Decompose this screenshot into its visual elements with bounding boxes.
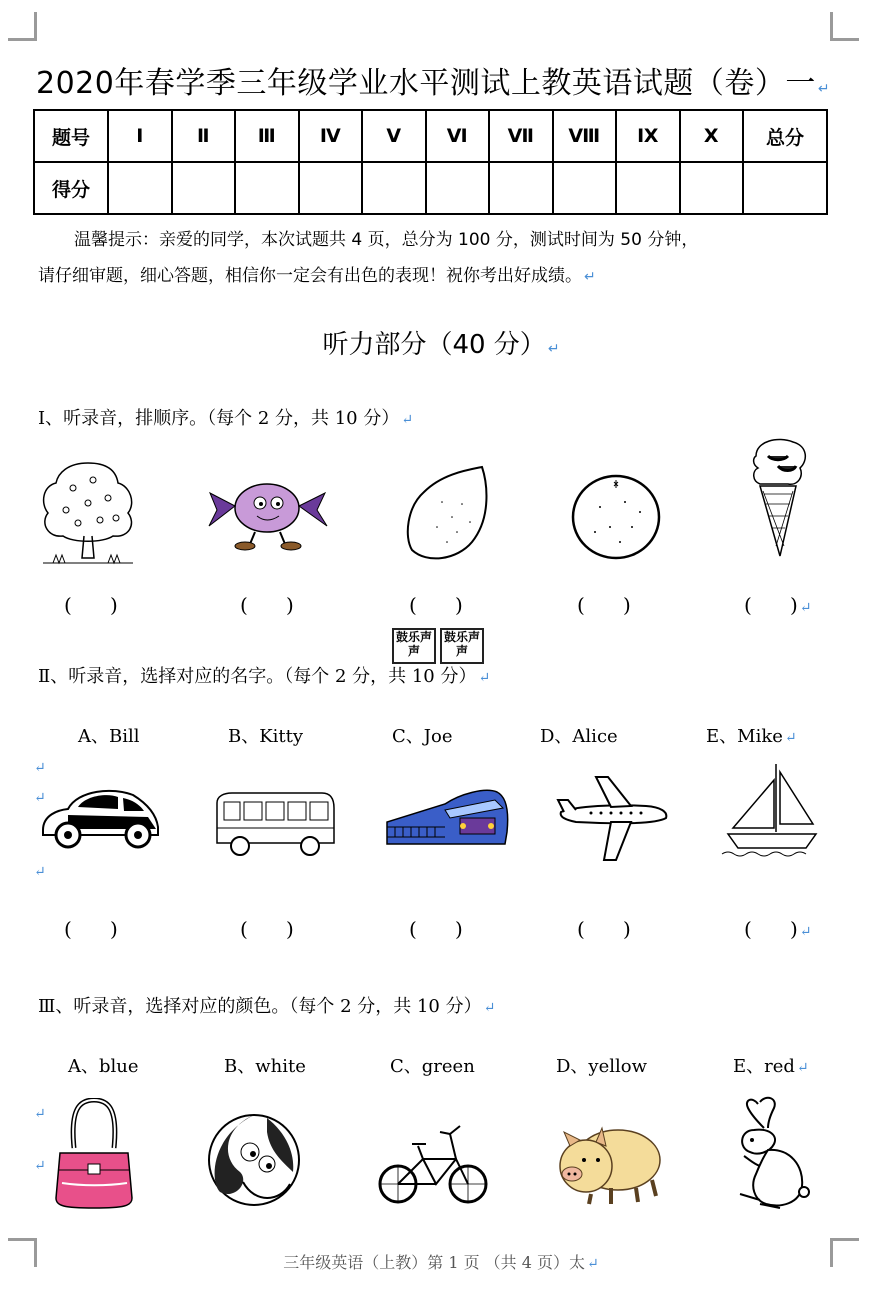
exam-title: 2020年春学季三年级学业水平测试上教英语试题（卷）一 ↵ bbox=[36, 66, 831, 101]
score-input-cell[interactable] bbox=[616, 162, 680, 214]
cell-q5: Ⅴ bbox=[362, 110, 426, 162]
score-input-cell[interactable] bbox=[235, 162, 299, 214]
cell-label: 题号 bbox=[34, 110, 108, 162]
answer-blank[interactable]: ( ) bbox=[240, 917, 294, 941]
question-1-heading: Ⅰ、听录音，排顺序。（每个 2 分，共 10 分） ↵ bbox=[38, 408, 414, 429]
cell-total: 总分 bbox=[743, 110, 827, 162]
cell-score-label: 得分 bbox=[34, 162, 108, 214]
cell-q4: Ⅳ bbox=[299, 110, 363, 162]
tip-line-1: 温馨提示：亲爱的同学，本次试题共 4 页，总分为 100 分，测试时间为 50 分钟， bbox=[74, 230, 699, 250]
score-input-cell[interactable] bbox=[108, 162, 172, 214]
answer-blank[interactable]: ( ) bbox=[240, 593, 294, 617]
cell-q2: Ⅱ bbox=[172, 110, 236, 162]
stamp-mark: 鼓乐声声 bbox=[392, 628, 436, 664]
lemon-picture bbox=[402, 462, 492, 567]
bicycle-picture bbox=[378, 1114, 490, 1209]
orange-picture bbox=[570, 472, 662, 560]
name-option-b: B、Kitty bbox=[228, 726, 304, 747]
bus-picture bbox=[212, 788, 336, 860]
score-input-cell[interactable] bbox=[489, 162, 553, 214]
score-input-cell[interactable] bbox=[680, 162, 744, 214]
pig-picture bbox=[556, 1118, 664, 1208]
score-input-cell[interactable] bbox=[299, 162, 363, 214]
answer-blank[interactable]: ( ) bbox=[577, 917, 631, 941]
cell-q9: Ⅸ bbox=[616, 110, 680, 162]
cell-q7: Ⅶ bbox=[489, 110, 553, 162]
section-title: 听力部分（40 分） ↵ bbox=[322, 330, 560, 360]
page-footer: 三年级英语（上教）第 1 页 （共 4 页）太 ↵ bbox=[283, 1253, 599, 1272]
score-input-cell[interactable] bbox=[553, 162, 617, 214]
plane-picture bbox=[556, 772, 671, 864]
candy-picture bbox=[205, 478, 330, 553]
answer-blank[interactable]: ( ) bbox=[64, 593, 118, 617]
name-option-c: C、Joe bbox=[392, 726, 453, 747]
score-table bbox=[33, 109, 828, 215]
cell-q3: Ⅲ bbox=[235, 110, 299, 162]
apple-tree-picture bbox=[38, 458, 138, 568]
car-picture bbox=[38, 785, 163, 853]
name-option-e: E、Mike ↵ bbox=[706, 726, 797, 747]
score-input-cell[interactable] bbox=[362, 162, 426, 214]
color-option-b: B、white bbox=[224, 1056, 306, 1077]
color-option-e: E、red ↵ bbox=[733, 1056, 809, 1077]
name-option-d: D、Alice bbox=[540, 726, 618, 747]
handbag-picture bbox=[52, 1098, 136, 1210]
rabbit-picture bbox=[730, 1096, 812, 1212]
sailboat-picture bbox=[718, 762, 826, 862]
answer-blank[interactable]: ( ) bbox=[409, 593, 463, 617]
cell-q10: Ⅹ bbox=[680, 110, 744, 162]
ball-picture bbox=[205, 1112, 303, 1208]
score-table-score-row bbox=[34, 162, 827, 214]
color-option-d: D、yellow bbox=[556, 1056, 648, 1077]
answer-blank[interactable]: ( ) ↵ bbox=[744, 917, 812, 941]
answer-blank[interactable]: ( ) ↵ bbox=[744, 593, 812, 617]
crop-mark-top-right bbox=[830, 12, 859, 41]
answer-blank[interactable]: ( ) bbox=[577, 593, 631, 617]
color-option-a: A、blue bbox=[68, 1056, 139, 1077]
answer-blank[interactable]: ( ) bbox=[64, 917, 118, 941]
score-input-cell[interactable] bbox=[426, 162, 490, 214]
ice-cream-picture bbox=[748, 436, 810, 561]
question-3-heading: Ⅲ、听录音，选择对应的颜色。（每个 2 分，共 10 分） ↵ bbox=[38, 996, 496, 1017]
crop-mark-top-left bbox=[8, 12, 37, 41]
tip-line-2: 请仔细审题，细心答题，相信你一定会有出色的表现！祝你考出好成绩。 ↵ bbox=[38, 266, 596, 286]
question-2-heading: Ⅱ、听录音，选择对应的名字。（每个 2 分，共 10 分） ↵ bbox=[38, 666, 491, 687]
cell-q6: Ⅵ bbox=[426, 110, 490, 162]
color-option-c: C、green bbox=[390, 1056, 475, 1077]
tip-text bbox=[38, 222, 838, 295]
name-option-a: A、Bill bbox=[78, 726, 140, 747]
train-picture bbox=[385, 782, 510, 852]
score-input-cell[interactable] bbox=[743, 162, 827, 214]
stamp-mark: 鼓乐声声 bbox=[440, 628, 484, 664]
answer-blank[interactable]: ( ) bbox=[409, 917, 463, 941]
score-input-cell[interactable] bbox=[172, 162, 236, 214]
cell-q1: Ⅰ bbox=[108, 110, 172, 162]
score-table-header-row bbox=[34, 110, 827, 162]
cell-q8: Ⅷ bbox=[553, 110, 617, 162]
